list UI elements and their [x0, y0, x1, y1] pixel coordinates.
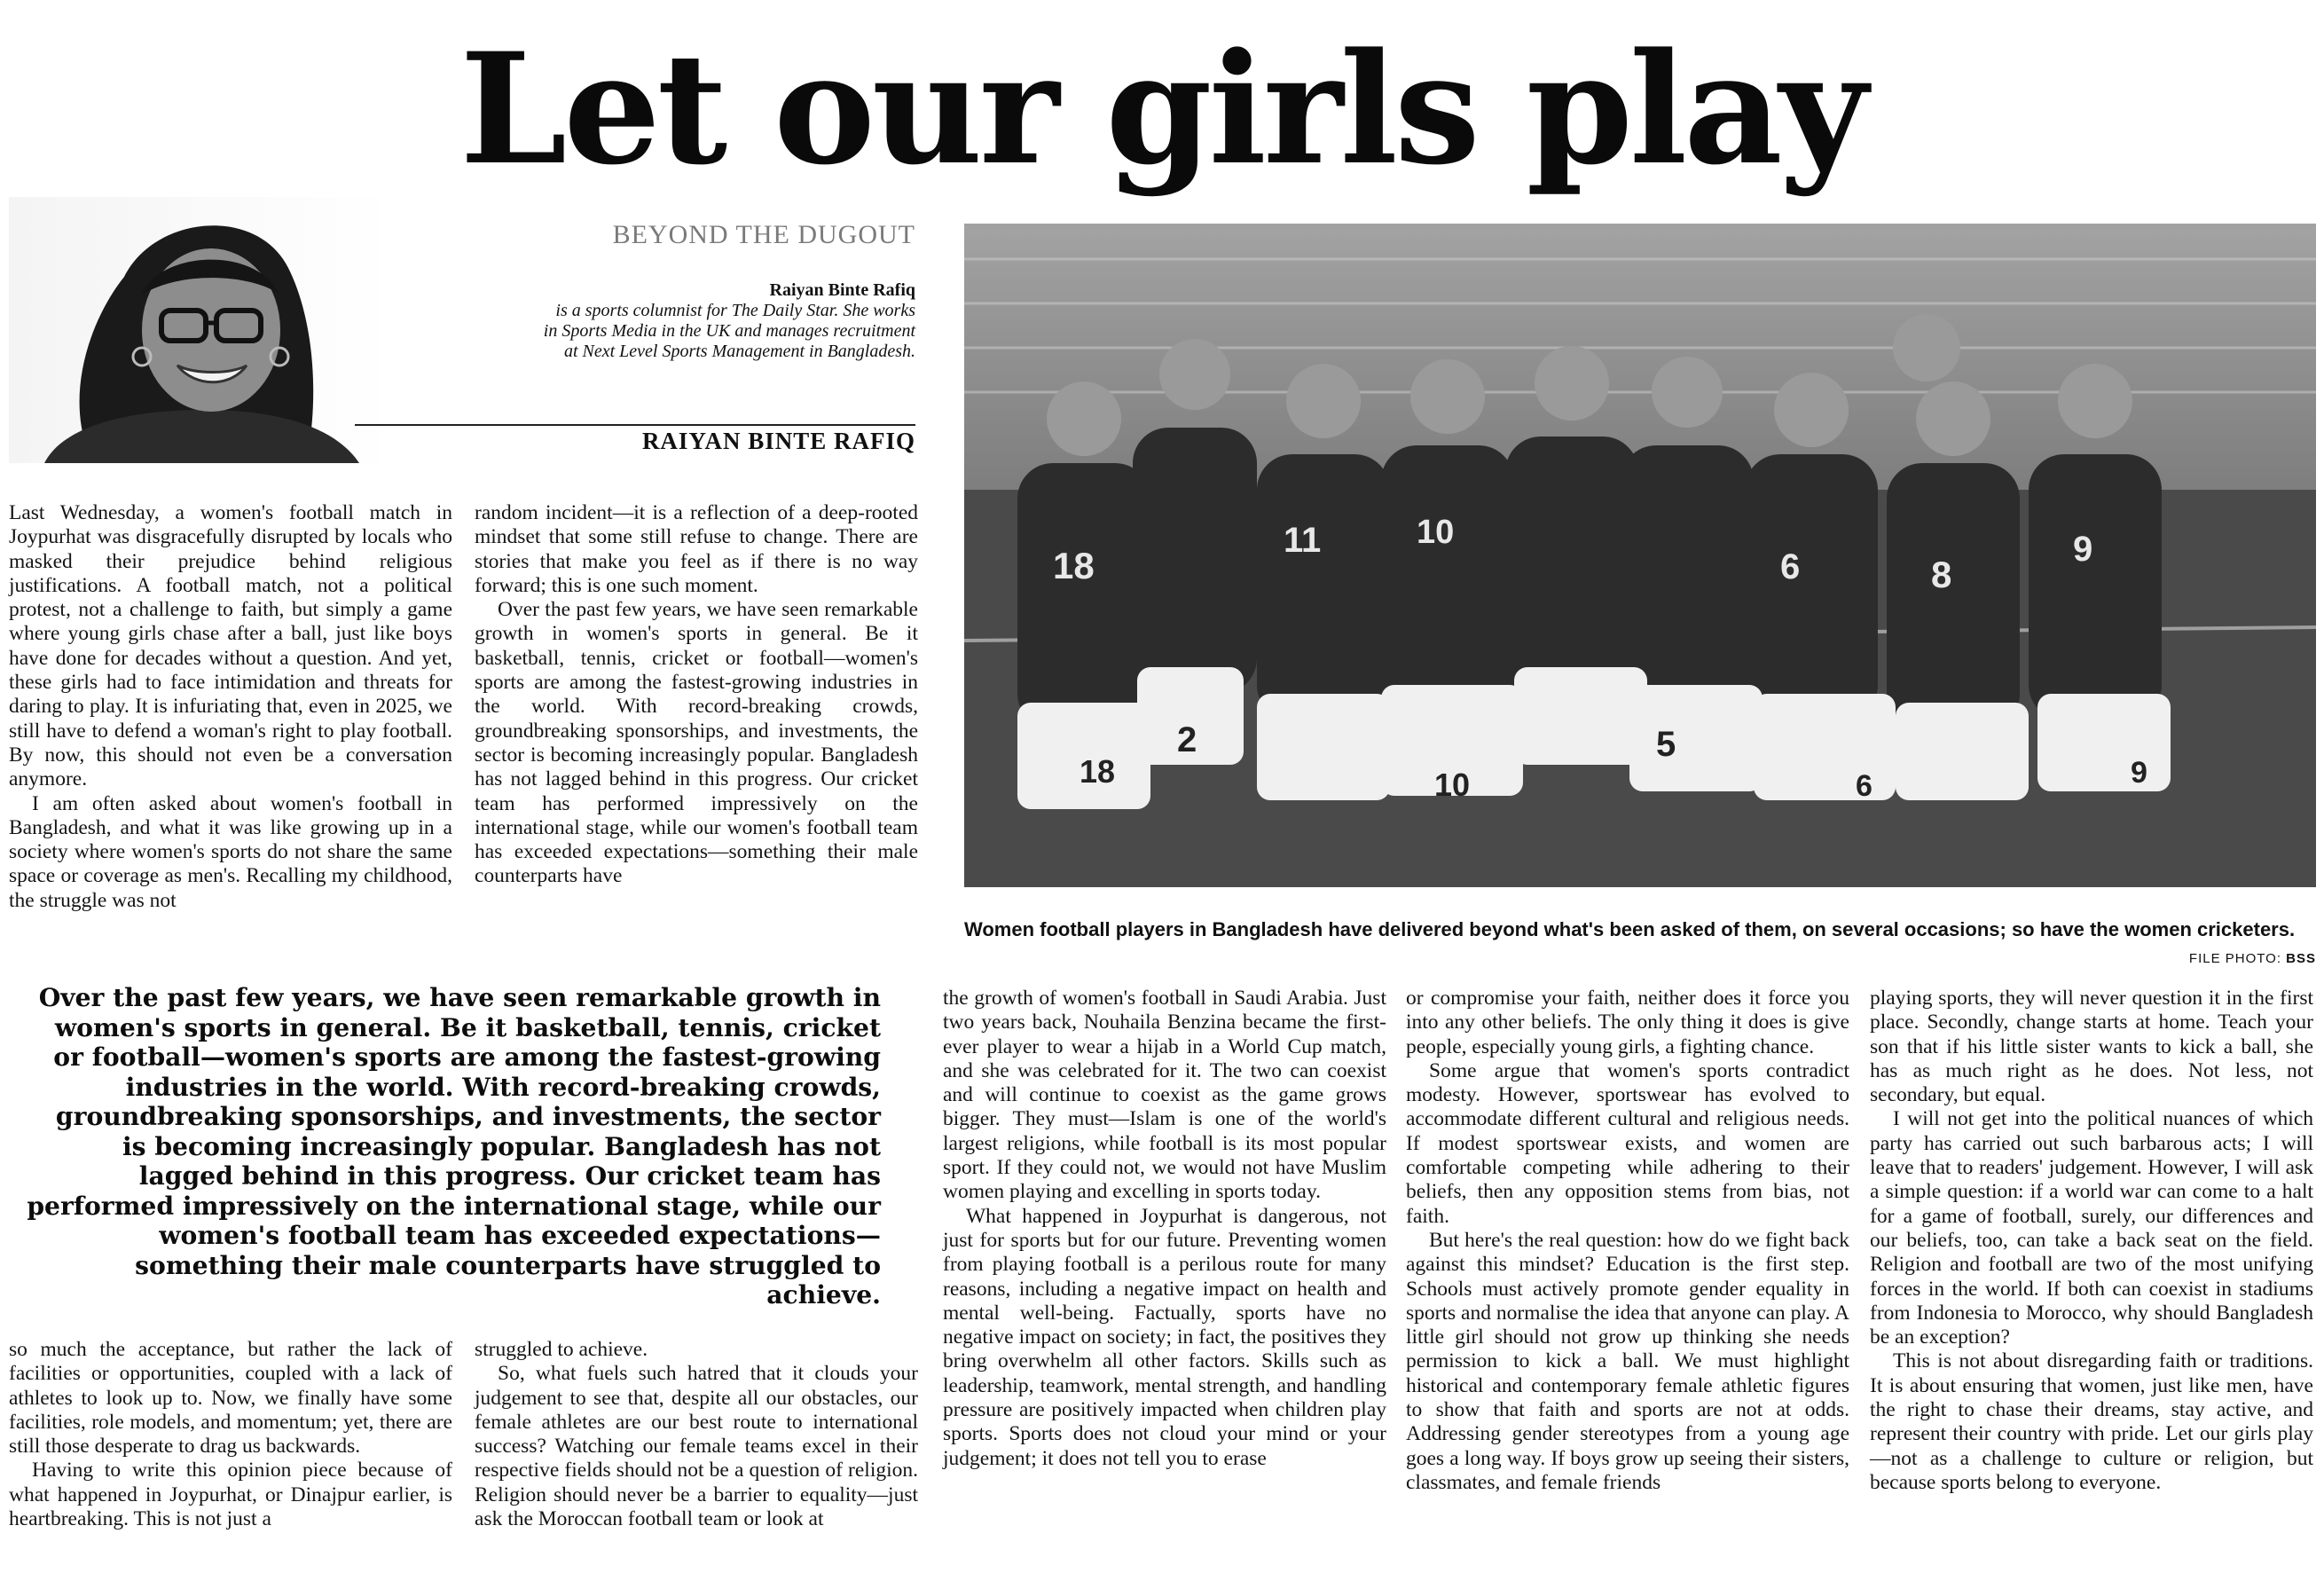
photo-caption: Women football players in Bangladesh have delivered beyond what's been asked of them, on several occasions; so have the women cricketers.: [964, 918, 2296, 940]
author-portrait: [9, 197, 395, 463]
author-bio: [543, 280, 915, 362]
body-paragraph: the growth of women's football in Saudi Arabia. Just two years back, Nouhaila Benzina became the first-ever player to wear a hijab in a World Cup match, and she was celebrated for it. The two can coexist and will continue to coexist as the game grows bigger. They must—Islam is one of the world's largest religions, while football is its most popular sport. If they could not, we would not have Muslim women playing and excelling in sports today.: [943, 987, 1386, 1204]
body-paragraph: Some argue that women's sports contradict modesty. However, sportswear has evolved to accommodate different cultural and religious needs. If modest sportswear exists, and women are comfortable competing while adhering to their beliefs, then any opposition stems from bias, not faith.: [1406, 1058, 1849, 1228]
body-paragraph: Having to write this opinion piece because of what happened in Joypurhat, or Dinajpur earlier, is heartbreaking. This is not just a: [9, 1459, 452, 1531]
bio-author-name: Raiyan Binte Rafiq: [769, 280, 915, 300]
body-paragraph: Last Wednesday, a women's football match in Joypurhat was disgracefully disrupted by locals who masked their prejudice behind religious justifications. A football match, not a political protest, not a challenge to faith, but simply a game where young girls chase after a ball, just like boys have done for decades without a question. And yet, these girls had to face intimidation and threats for daring to play. It is infuriating that, even in 2025, we still have to defend a woman's right to play football. By now, this should not even be a conversation anymore.: [9, 501, 452, 791]
bio-description: is a sports columnist for The Daily Star. She works in Sports Media in the UK and manages recruitment at Next Level Sports Management in Bangladesh.: [543, 301, 915, 361]
body-column-3: [943, 987, 1386, 1569]
column-kicker: BEYOND THE DUGOUT: [612, 220, 915, 249]
body-column-1-continued: [9, 1338, 452, 1569]
jersey-number: 9: [2073, 530, 2093, 569]
body-column-5: [1870, 987, 2313, 1569]
body-paragraph: or compromise your faith, neither does it force you into any other beliefs. The only thing it does is give people, especially young girls, a fighting chance.: [1406, 987, 1849, 1058]
body-paragraph: I will not get into the political nuances of which party has carried out such barbarous acts; I will leave that to readers' judgement. However, I will ask a simple question: if a world war can come to a halt for a game of football, surely, our differences and our beliefs, too, can take a back seat on the field. Religion and football are two of the most unifying forces in the world. If both can coexist in stadiums from Indonesia to Morocco, why should Bangladesh be an exception?: [1870, 1107, 2313, 1349]
body-paragraph: struggled to achieve.: [475, 1338, 648, 1361]
photo-credit-source: BSS: [2286, 951, 2316, 966]
body-paragraph: I am often asked about women's football in Bangladesh, and what it was like growing up in a society where women's sports do not share the same space or coverage as men's. Recalling my childhood, the struggle was not: [9, 791, 452, 912]
byline: RAIYAN BINTE RAFIQ: [641, 428, 915, 454]
jersey-number: 10: [1434, 767, 1471, 803]
body-paragraph: This is not about disregarding faith or traditions. It is about ensuring that women, just like men, have the right to chase their dreams, stay active, and represent their country with pride. Let our girls play—not as a challenge to culture or religion, but because sports belong to everyone.: [1870, 1349, 2313, 1494]
jersey-number: 5: [1656, 725, 1676, 764]
byline-rule: [355, 424, 915, 426]
body-paragraph: What happened in Joypurhat is dangerous, not just for sports but for our future. Preventing women from playing football is a perilous route for many reasons, including a negative impact on health and mental well-being. Factually, sports have no negative impact on society; in fact, the positives they bring overwhelm all other factors. Skills such as leadership, teamwork, mental strength, and handling pressure are positively impacted when children play sports. Sports does not cloud your mind or your judgement; it does not tell you to erase: [943, 1204, 1386, 1470]
body-paragraph: But here's the real question: how do we fight back against this mindset? Education is the first step. Schools must actively promote gender equality in sports and normalise the idea that anyone can play. A little girl should not grow up thinking she needs permission to kick a ball. We must highlight historical and contemporary female athletic figures to show that faith and sports are not at odds. Addressing gender stereotypes from a young age goes a long way. If boys grow up seeing their sisters, classmates, and female friends: [1406, 1228, 1849, 1494]
jersey-number: 6: [1856, 769, 1873, 803]
jersey-number: 6: [1780, 547, 1801, 586]
jersey-number: 18: [1053, 545, 1095, 586]
body-paragraph: so much the acceptance, but rather the lack of facilities or opportunities, coupled with a lack of athletes to look up to. Now, we finally have some facilities, role models, and momentum; yet, there are still those desperate to drag us backwards.: [9, 1338, 452, 1459]
headline: Let our girls play: [459, 19, 1865, 199]
pull-quote: Over the past few years, we have seen remarkable growth in women's sports in general. Be it basketball, tennis, cricket or football—women's sports are among the fastest-growing industries in the world. With record-breaking crowds, groundbreaking sponsorships, and investments, the sector is becoming increasingly popular. Bangladesh has not lagged behind in this progress. Our cricket team has performed impressively on the international stage, while our women's football team has exceeded expectations—something their male counterparts have struggled to achieve.: [27, 983, 881, 1310]
body-paragraph: random incident—it is a reflection of a deep-rooted mindset that some still refuse to change. There are stories that make you feel as if there is no way forward; this is one such moment.: [475, 501, 918, 597]
jersey-number: 2: [1177, 720, 1197, 759]
body-paragraph: playing sports, they will never question it in the first place. Secondly, change starts at home. Teach your son that if his little sister wants to kick a ball, she has as much right as he does. Not less, not secondary, but equal.: [1870, 987, 2313, 1107]
body-paragraph: So, what fuels such hatred that it clouds your judgement to see that, despite all our obstacles, our female athletes are our best route to international success? Watching our female teams excel in their respective fields should not be a question of religion. Religion should never be a barrier to equality—just ask the Moroccan football team or look at: [475, 1362, 918, 1531]
photo-credit-label: FILE PHOTO:: [2188, 951, 2281, 966]
jersey-number: 10: [1417, 514, 1455, 551]
body-column-4: [1406, 987, 1849, 1569]
body-column-2-continued: [475, 1338, 918, 1569]
body-column-1: [9, 501, 452, 948]
jersey-number: 18: [1080, 753, 1116, 790]
body-paragraph: Over the past few years, we have seen remarkable growth in women's sports in general. Be it basketball, tennis, cricket or football—women's sports are among the fastest-growing industries in the world. With record-breaking crowds, groundbreaking sponsorships, and investments, the sector is becoming increasingly popular. Bangladesh has not lagged behind in this progress. Our cricket team has performed impressively on the international stage, while our women's football team has exceeded expectations—something their male counterparts have: [475, 598, 918, 888]
team-photo: [964, 224, 2316, 887]
jersey-number: 11: [1284, 521, 1322, 560]
body-column-2: [475, 501, 918, 948]
photo-credit: [2189, 951, 2316, 966]
jersey-number: 9: [2131, 756, 2147, 790]
jersey-number: 8: [1931, 554, 1952, 595]
